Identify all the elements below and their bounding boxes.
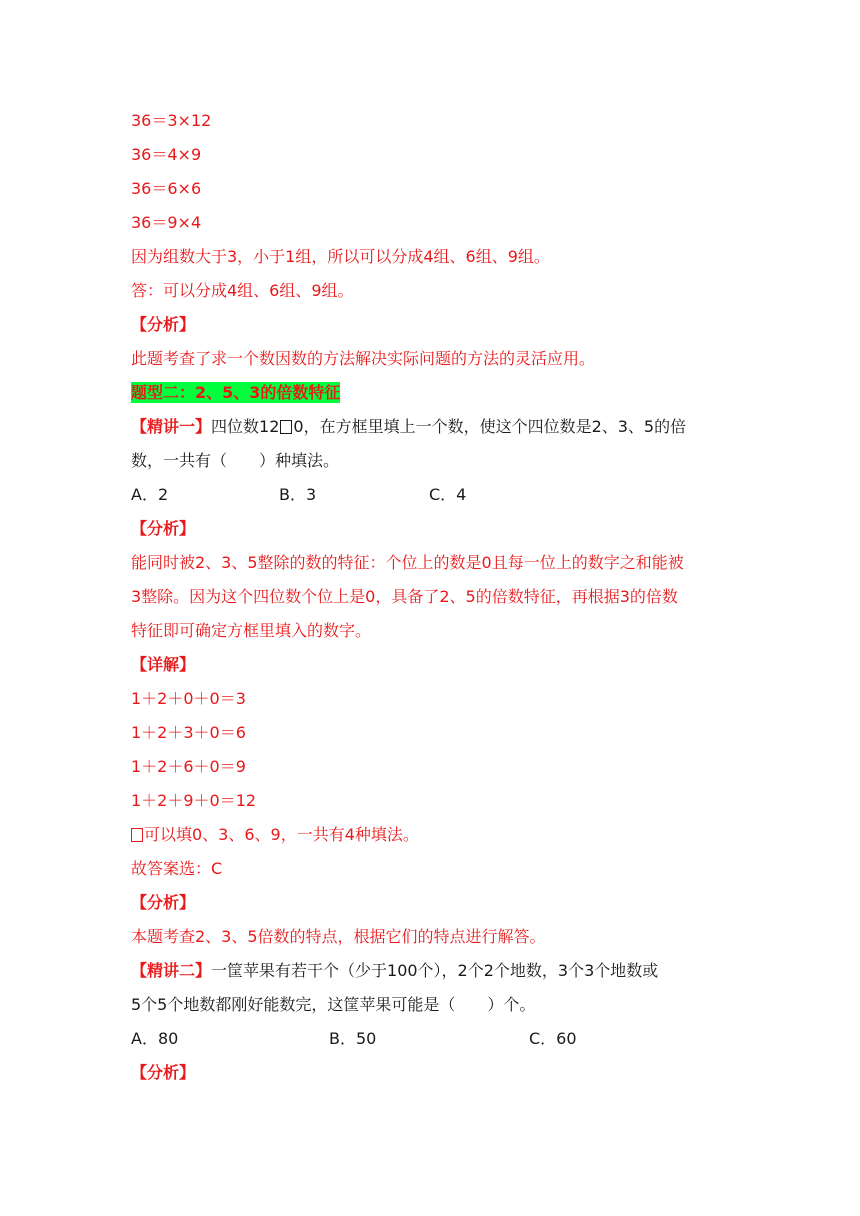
- question-1-line-2: 数，一共有（ ）种填法。: [131, 451, 340, 470]
- analysis-text-2b: 3整除。因为这个四位数个位上是0，具备了2、5的倍数特征，再根据3的倍数: [131, 587, 678, 606]
- section-title: [131, 383, 340, 403]
- answer-text: 答：可以分成4组、6组、9组。: [131, 281, 354, 300]
- sum-equation-4: 1＋2＋9＋0＝12: [131, 791, 257, 810]
- final-answer: 故答案选：C: [131, 859, 223, 878]
- equation-36-6x6: 36＝6×6: [131, 179, 202, 198]
- question-2-tag: 【精讲二】: [131, 961, 212, 980]
- question-2-options: [131, 1029, 577, 1049]
- option-c: C．60: [529, 1029, 577, 1048]
- question-1-options: [131, 485, 466, 505]
- option-b: B．3: [279, 485, 317, 504]
- blank-box: [280, 420, 292, 434]
- reasoning-text: 因为组数大于3，小于1组，所以可以分成4组、6组、9组。: [131, 247, 550, 266]
- question-2-line-2: 5个5个地数都刚好能数完，这筐苹果可能是（ ）个。: [131, 995, 536, 1014]
- analysis-heading-1: 【分析】: [131, 315, 196, 334]
- question-1-tag: 【精讲一】: [131, 417, 212, 436]
- option-a: A．80: [131, 1029, 179, 1048]
- question-1-line-1: [131, 417, 686, 437]
- analysis-text-2a: 能同时被2、3、5整除的数的特征：个位上的数是0且每一位上的数字之和能被: [131, 553, 684, 572]
- equation-36-4x9: 36＝4×9: [131, 145, 202, 164]
- analysis-text-3: 本题考查2、3、5倍数的特点，根据它们的特点进行解答。: [131, 927, 546, 946]
- question-1-text-b: 0，在方框里填上一个数，使这个四位数是2、3、5的倍: [293, 417, 687, 436]
- analysis-heading-4: 【分析】: [131, 1063, 196, 1082]
- fill-options-text: [131, 825, 419, 845]
- analysis-text-1: 此题考查了求一个数因数的方法解决实际问题的方法的灵活应用。: [131, 349, 596, 368]
- sum-equation-3: 1＋2＋6＋0＝9: [131, 757, 246, 776]
- analysis-heading-2: 【分析】: [131, 519, 196, 538]
- sum-equation-1: 1＋2＋0＋0＝3: [131, 689, 246, 708]
- sum-equation-2: 1＋2＋3＋0＝6: [131, 723, 246, 742]
- question-2-text-a: 一筐苹果有若干个（少于100个），2个2个地数，3个3个地数或: [211, 961, 659, 980]
- equation-36-9x4: 36＝9×4: [131, 213, 202, 232]
- question-1-text-a: 四位数12: [211, 417, 280, 436]
- blank-box: [131, 828, 143, 842]
- analysis-text-2c: 特征即可确定方框里填入的数字。: [131, 621, 372, 640]
- option-c: C．4: [429, 485, 467, 504]
- option-a: A．2: [131, 485, 169, 504]
- question-2-line-1: [131, 961, 658, 981]
- detail-heading: 【详解】: [131, 655, 196, 674]
- equation-36-3x12: 36＝3×12: [131, 111, 212, 130]
- section-title-text: 题型二：2、5、3的倍数特征: [131, 383, 341, 402]
- fill-options-label: 可以填0、3、6、9，一共有4种填法。: [144, 825, 419, 844]
- option-b: B．50: [329, 1029, 377, 1048]
- analysis-heading-3: 【分析】: [131, 893, 196, 912]
